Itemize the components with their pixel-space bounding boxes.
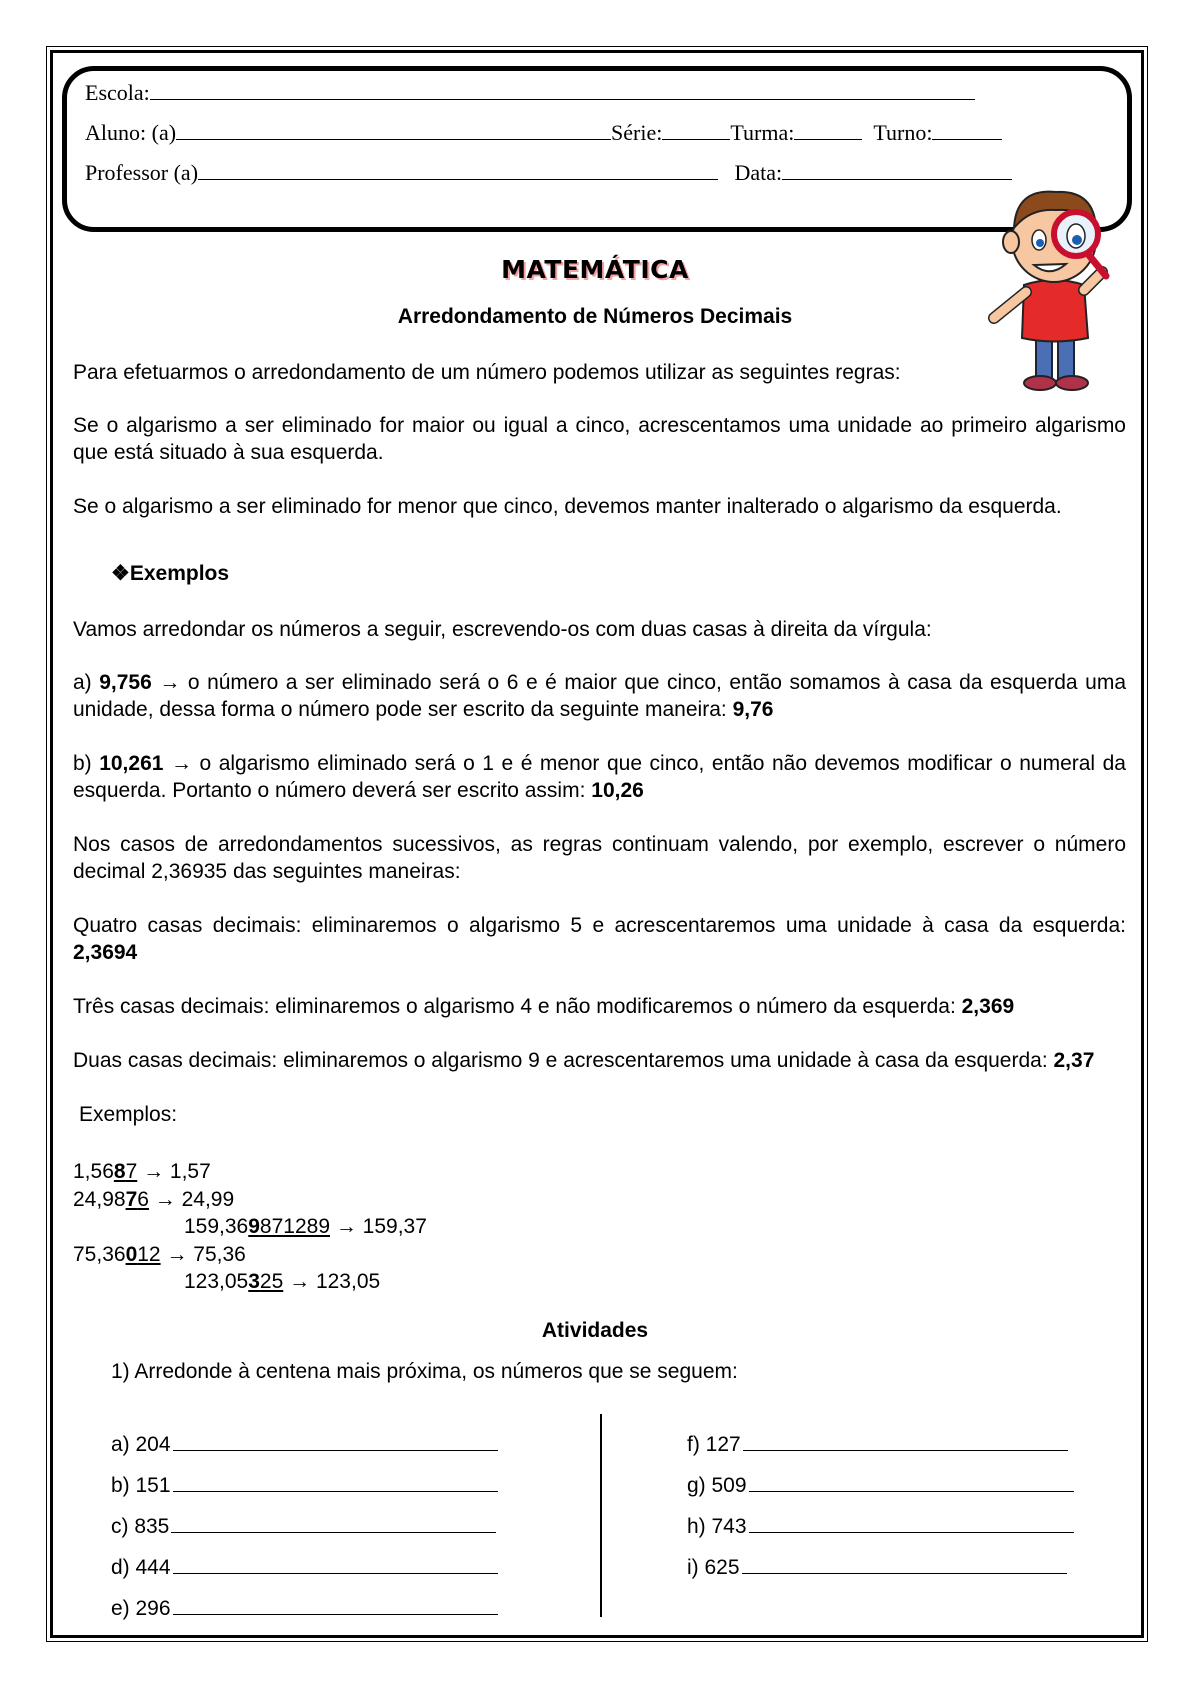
answer-label: c) 835 [111,1515,170,1538]
date-field[interactable] [782,161,1012,180]
example-result: → 1,57 [137,1160,211,1183]
successive-paragraph: Nos casos de arredondamentos sucessivos, as regras continuam valendo, por exemplo, escrever o número decimal 2,36935 das seguintes maneiras: [73,833,1126,883]
answer-field[interactable] [749,1471,1074,1492]
answer-label: i) 625 [687,1556,740,1579]
teacher-label: Professor (a) [85,160,199,185]
answer-field[interactable] [171,1512,496,1533]
examples-heading-text: Exemplos [129,562,230,585]
example-eliminated-digit: 8 [113,1160,126,1183]
answer-e [111,1594,498,1621]
question-1: 1) Arredonde à centena mais próxima, os números que se seguem: [111,1360,738,1383]
school-row [85,80,975,106]
example-a-number: 9,756 [99,671,152,694]
three-places-text: Três casas decimais: eliminaremos o algarismo 4 e não modificaremos o número da esquerda: [73,995,962,1018]
column-divider [600,1414,602,1617]
student-field[interactable] [176,121,611,140]
page-title: MATEMÁTICA [501,255,689,284]
answer-field[interactable] [743,1430,1068,1451]
answer-label: f) 127 [687,1433,741,1456]
school-field[interactable] [150,81,975,100]
three-places-paragraph [73,993,1126,1020]
intro-paragraph: Para efetuarmos o arredondamento de um número podemos utilizar as seguintes regras: [73,361,901,384]
example-result: → 75,36 [160,1242,246,1266]
class-label: Turma: [730,120,795,145]
answer-field[interactable] [173,1471,498,1492]
list-item [73,1158,427,1186]
example-pre: 123,05 [184,1270,249,1293]
two-places-result: 2,37 [1053,1049,1095,1072]
grade-label: Série: [611,120,663,145]
example-result: → 24,99 [148,1187,235,1211]
shift-field[interactable] [932,121,1002,140]
school-label: Escola: [85,80,150,105]
list-item [73,1268,427,1296]
example-underlined: 871289 [259,1215,330,1238]
example-b-result: 10,26 [591,779,644,802]
example-underlined: 25 [259,1270,284,1293]
answer-label: b) 151 [111,1474,171,1497]
example-pre: 24,98 [73,1187,126,1211]
four-places-paragraph [73,912,1126,966]
example-eliminated-digit: 3 [248,1270,260,1293]
example-b [73,750,1126,804]
grade-field[interactable] [662,121,730,140]
class-field[interactable] [794,121,862,140]
answer-label: d) 444 [111,1556,171,1579]
example-pre: 1,56 [73,1160,114,1183]
answer-field[interactable] [173,1430,498,1451]
answer-a [111,1430,498,1457]
examples-2-label: Exemplos: [79,1103,178,1126]
example-b-number: 10,261 [99,752,164,775]
example-a-result: 9,76 [732,698,774,721]
answer-b [111,1471,498,1498]
examples-heading [111,561,229,586]
example-a-prefix: a) [73,671,100,694]
three-places-result: 2,369 [961,995,1015,1018]
example-a [73,669,1126,723]
date-label: Data: [734,160,783,185]
answer-label: h) 743 [687,1515,747,1538]
examples-intro: Vamos arredondar os números a seguir, escrevendo-os com duas casas à direita da vírgula: [73,618,932,641]
student-row [85,120,1002,146]
answer-i [687,1553,1067,1580]
two-places-paragraph [73,1047,1126,1074]
four-places-text: Quatro casas decimais: eliminaremos o algarismo 5 e acrescentaremos uma unidade à casa da esquerda: [73,914,1126,937]
diamond-bullet-icon: ❖ [111,562,130,585]
answer-field[interactable] [173,1553,498,1574]
answer-h [687,1512,1074,1539]
answer-label: g) 509 [687,1474,747,1497]
teacher-field[interactable] [198,161,718,180]
list-item [73,1213,427,1241]
student-label: Aluno: (a) [85,120,177,145]
answer-field[interactable] [749,1512,1074,1533]
answer-field[interactable] [742,1553,1067,1574]
example-underlined: 6 [137,1187,149,1211]
list-item [73,1241,427,1269]
four-places-result: 2,3694 [73,941,138,964]
rounding-examples-list [73,1158,427,1296]
example-b-prefix: b) [73,752,100,775]
example-underlined: 12 [137,1242,161,1266]
rule-2-paragraph: Se o algarismo a ser eliminado for menor que cinco, devemos manter inalterado o algarismo da esquerda. [73,495,1062,518]
example-underlined: 7 [125,1160,138,1183]
answer-g [687,1471,1074,1498]
teacher-row [85,160,1012,186]
example-pre: 159,36 [184,1215,249,1238]
example-eliminated-digit: 9 [248,1215,260,1238]
example-eliminated-digit: 0 [125,1242,138,1266]
list-item [73,1186,427,1214]
rule-1-paragraph: Se o algarismo a ser eliminado for maior ou igual a cinco, acrescentamos uma unidade ao primeiro algarismo que está situado à sua esquerda. [73,414,1126,464]
answer-label: a) 204 [111,1433,171,1456]
example-result: → 123,05 [283,1270,381,1293]
example-eliminated-digit: 7 [125,1187,138,1211]
answer-f [687,1430,1068,1457]
shift-label: Turno: [873,120,933,145]
answer-field[interactable] [173,1594,498,1615]
page-subtitle: Arredondamento de Números Decimais [397,305,793,328]
two-places-text: Duas casas decimais: eliminaremos o algarismo 9 e acrescentaremos uma unidade à casa da esquerda: [73,1049,1054,1072]
answer-label: e) 296 [111,1597,171,1620]
example-result: → 159,37 [330,1215,427,1238]
example-a-text: → o número a ser eliminado será o 6 e é maior que cinco, então somamos à casa da esquerda uma unidade, dessa forma o número pode ser escrito da seguinte maneira: [73,671,1126,721]
example-b-text: → o algarismo eliminado será o 1 e é menor que cinco, então não devemos modificar o numeral da esquerda. Portanto o número deverá ser escrito assim: [73,752,1126,802]
example-pre: 75,36 [73,1242,126,1266]
activities-title: Atividades [541,1319,649,1342]
answer-d [111,1553,498,1580]
answer-c [111,1512,496,1539]
